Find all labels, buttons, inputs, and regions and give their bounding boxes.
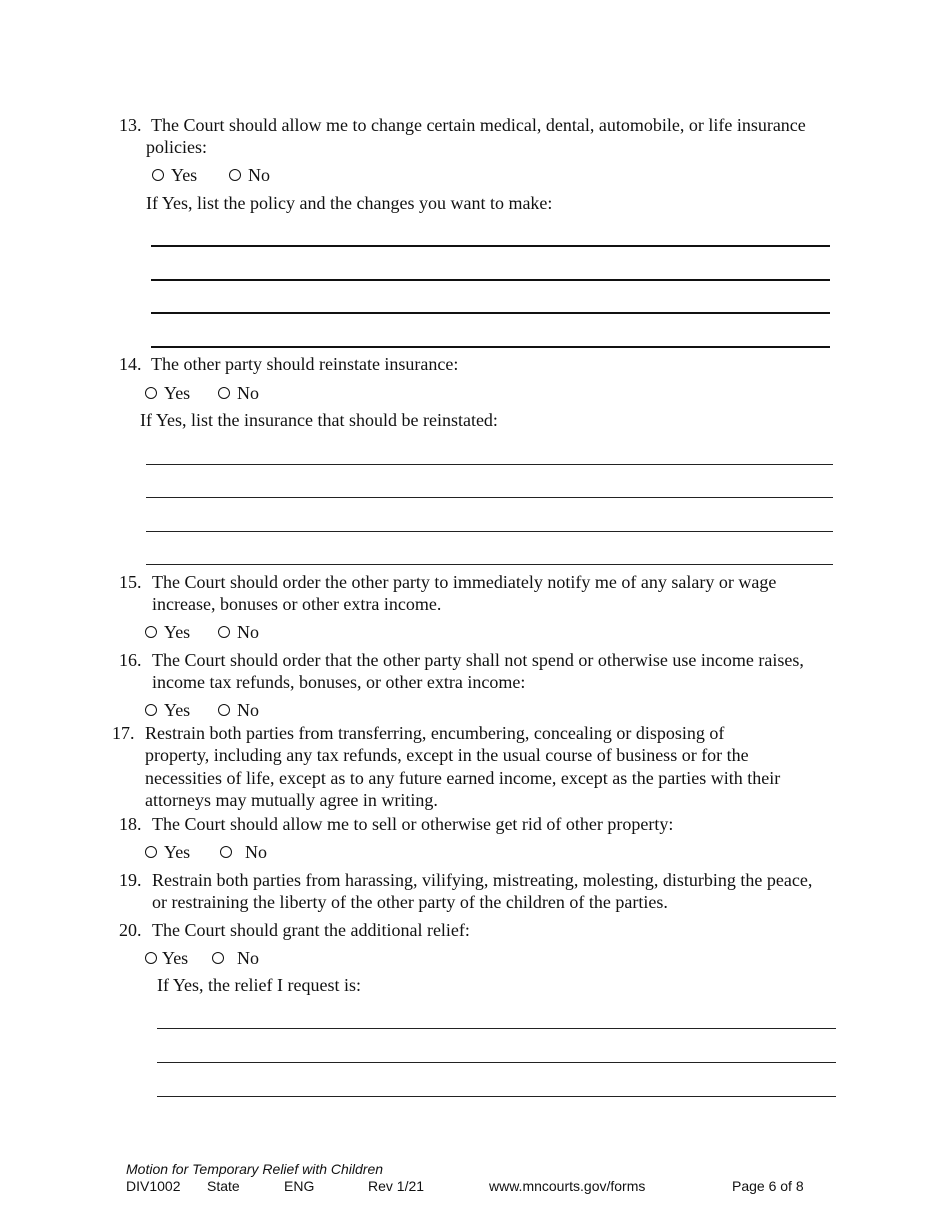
no-option[interactable] (218, 382, 259, 404)
item-number: 18. (119, 814, 142, 834)
item-text: The Court should order the other party to immediately notify me of any salary or wage (152, 572, 777, 592)
yes-label: Yes (164, 383, 191, 403)
radio-circle-icon[interactable] (152, 169, 164, 181)
item-number: 15. (119, 572, 142, 592)
answer-line[interactable] (146, 531, 833, 532)
item-text: necessities of life, except as to any future earned income, except as the parties with their (145, 768, 781, 788)
item-text: The other party should reinstate insurance: (151, 354, 459, 374)
no-label: No (248, 165, 270, 185)
answer-line[interactable] (151, 346, 830, 348)
no-label: No (237, 700, 259, 720)
followup-text: If Yes, list the policy and the changes you want to make: (146, 193, 553, 213)
answer-line[interactable] (146, 464, 833, 465)
radio-circle-icon[interactable] (229, 169, 241, 181)
revision: Rev 1/21 (368, 1178, 425, 1194)
item-text: income tax refunds, bonuses, or other extra income: (152, 672, 526, 692)
yes-label: Yes (164, 622, 191, 642)
no-label: No (245, 842, 267, 862)
no-option[interactable] (220, 841, 267, 863)
yes-option[interactable] (145, 841, 190, 863)
radio-circle-icon[interactable] (145, 626, 157, 638)
item-number: 14. (119, 354, 142, 374)
yes-option[interactable] (152, 164, 197, 186)
followup-text: If Yes, list the insurance that should be reinstated: (140, 410, 498, 430)
item-number: 19. (119, 870, 142, 890)
form-id: DIV1002 (126, 1178, 181, 1194)
jurisdiction: State (207, 1178, 240, 1194)
yes-option[interactable] (145, 621, 190, 643)
radio-circle-icon[interactable] (218, 387, 230, 399)
no-option[interactable] (218, 699, 259, 721)
item-text: or restraining the liberty of the other party of the children of the parties. (152, 892, 668, 912)
answer-line[interactable] (157, 1028, 836, 1029)
radio-circle-icon[interactable] (218, 626, 230, 638)
no-label: No (237, 622, 259, 642)
item-text: The Court should allow me to change certain medical, dental, automobile, or life insurance (151, 115, 806, 135)
radio-circle-icon[interactable] (218, 704, 230, 716)
item-text: attorneys may mutually agree in writing. (145, 790, 438, 810)
answer-line[interactable] (157, 1096, 836, 1097)
yes-label: Yes (164, 700, 191, 720)
no-option[interactable] (229, 164, 270, 186)
answer-line[interactable] (151, 245, 830, 247)
answer-line[interactable] (151, 279, 830, 281)
item-text: The Court should grant the additional relief: (152, 920, 470, 940)
page-number: Page 6 of 8 (732, 1178, 804, 1194)
language: ENG (284, 1178, 315, 1194)
no-label: No (237, 383, 259, 403)
answer-line[interactable] (157, 1062, 836, 1063)
item-number: 20. (119, 920, 142, 940)
answer-line[interactable] (151, 312, 830, 314)
yes-label: Yes (162, 948, 189, 968)
radio-circle-icon[interactable] (145, 846, 157, 858)
item-text: Restrain both parties from harassing, vilifying, mistreating, molesting, disturbing the peace, (152, 870, 813, 890)
yes-option[interactable] (145, 947, 188, 969)
yes-option[interactable] (145, 699, 190, 721)
yes-option[interactable] (145, 382, 190, 404)
radio-circle-icon[interactable] (212, 952, 224, 964)
no-label: No (237, 948, 259, 968)
item-text: The Court should allow me to sell or otherwise get rid of other property: (152, 814, 674, 834)
item-number: 13. (119, 115, 142, 135)
item-text: The Court should order that the other party shall not spend or otherwise use income raises, (152, 650, 804, 670)
website-link[interactable]: www.mncourts.gov/forms (489, 1178, 646, 1194)
yes-label: Yes (171, 165, 198, 185)
item-text: increase, bonuses or other extra income. (152, 594, 442, 614)
radio-circle-icon[interactable] (145, 387, 157, 399)
radio-circle-icon[interactable] (220, 846, 232, 858)
no-option[interactable] (212, 947, 259, 969)
item-text: property, including any tax refunds, except in the usual course of business or for the (145, 745, 749, 765)
item-text: policies: (146, 137, 207, 157)
no-option[interactable] (218, 621, 259, 643)
answer-line[interactable] (146, 564, 833, 565)
item-text: Restrain both parties from transferring, encumbering, concealing or disposing of (145, 723, 725, 743)
yes-label: Yes (164, 842, 191, 862)
followup-text: If Yes, the relief I request is: (157, 975, 361, 995)
form-title: Motion for Temporary Relief with Children (126, 1161, 384, 1177)
item-number: 16. (119, 650, 142, 670)
answer-line[interactable] (146, 497, 833, 498)
item-number: 17. (112, 723, 135, 743)
radio-circle-icon[interactable] (145, 704, 157, 716)
radio-circle-icon[interactable] (145, 952, 157, 964)
